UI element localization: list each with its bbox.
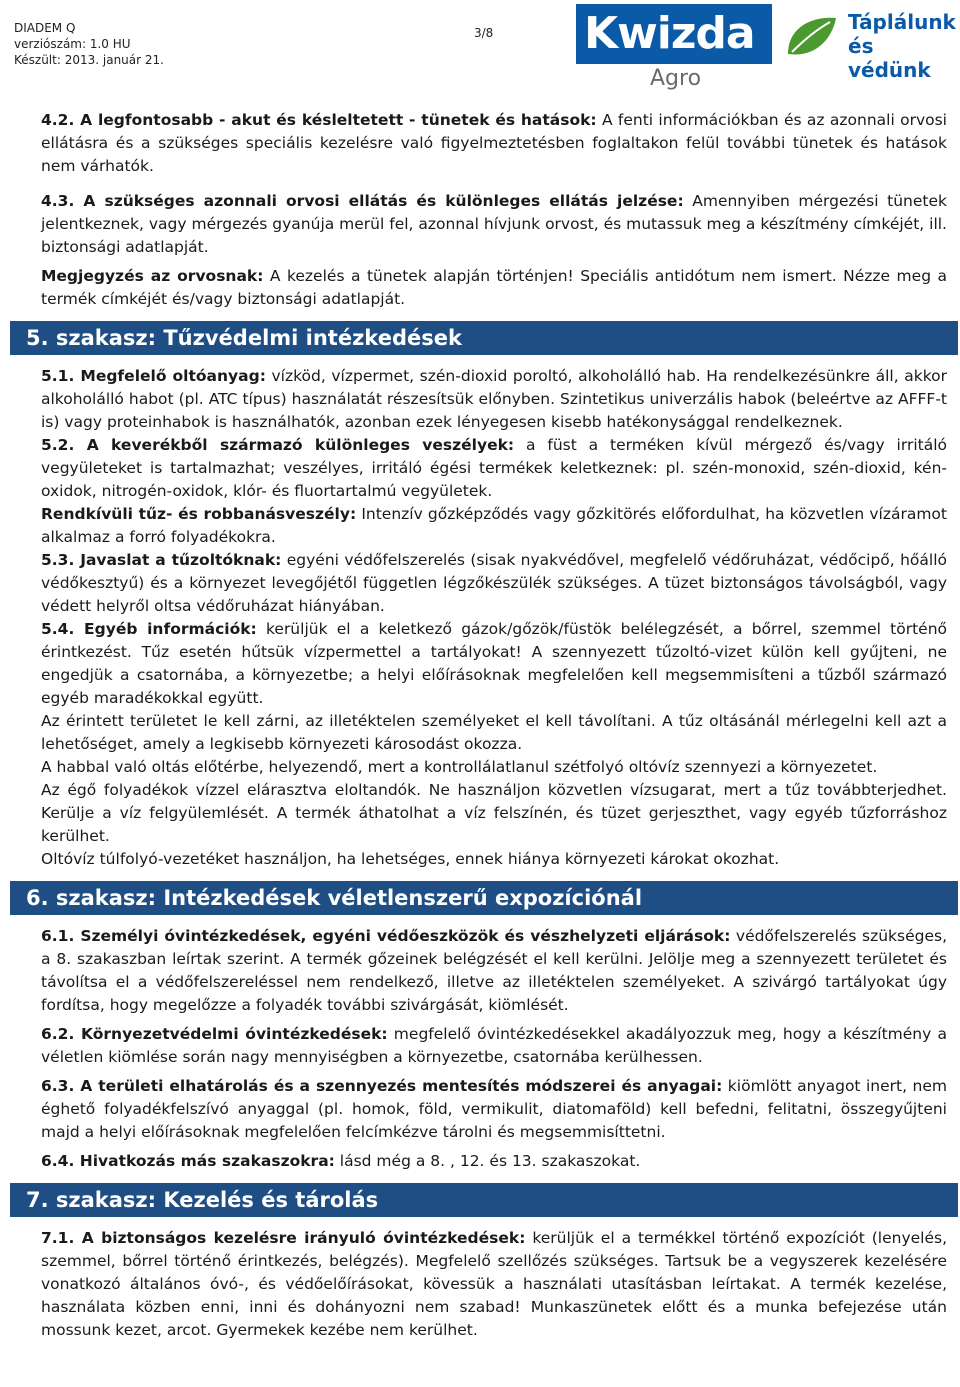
para-heading: Rendkívüli tűz- és robbanásveszély:	[41, 505, 357, 523]
para-text: A kezelés a tünetek alapján történjen! Speciális antidótum nem ismert. Nézze meg a termék címkéjét és/vagy biztonsági adatlapját.	[41, 267, 947, 308]
para-5-4-d: Az égő folyadékok vízzel elárasztva eloltandók. Ne használjon közvetlen vízsugarat, mert a tűz továbbterjedhet. Kerülje a víz felgyülemlését. A termék áthatolhat a víz felszínén, és tüzet gerjeszthet, vagy egyéb tűzforráshoz kerülhet.	[41, 781, 947, 845]
para-heading: 6.2. Környezetvédelmi óvintézkedések:	[41, 1025, 388, 1043]
para-5-2	[41, 434, 947, 503]
para-6-2	[41, 1023, 947, 1069]
para-5-3	[41, 549, 947, 618]
para-6-3	[41, 1075, 947, 1144]
para-text: Amennyiben mérgezési tünetek jelentkeznek, vagy mérgezés gyanúja merül fel, azonnal hívjunk orvost, és mutassuk meg a készítmény címkéjét, ill. biztonsági adatlapját.	[41, 192, 948, 256]
logo-sub-text: Agro	[650, 66, 702, 91]
para-5-4	[41, 618, 947, 710]
logo-brand-text: Kwizda	[584, 8, 755, 59]
para-note-to-doctor	[41, 265, 947, 311]
para-text: kiömlött anyagot inert, nem éghető folyadékfelszívó anyaggal (pl. homok, föld, vermikulit, diatomaföld) kell befedni, felitatni, összegyűjteni majd a helyi előírásoknak megfelelően felcímkézve tárolni és megsemmisíttetni.	[41, 1077, 947, 1141]
para-heading: 5.3. Javaslat a tűzoltóknak:	[41, 551, 282, 569]
para-text: Intenzív gőzképződés vagy gőzkitörés előfordulhat, ha közvetlen vízáramot alkalmaz a forró folyadékokra.	[41, 505, 947, 546]
leaf-icon	[784, 14, 840, 60]
para-text: vízköd, vízpermet, szén-dioxid poroltó, alkoholálló hab. Ha rendelkezésünkre áll, akkor alkoholálló habot (pl. ATC típus) használatát részesítsük előnyben. Szintetikus univerzális habok (beleértve az AFFF-t is) vagy proteinhabok is használhatók, azonban ezek lényegesen kisebb hatékonysággal rendelkeznek.	[41, 367, 947, 431]
slogan-line-2: és védünk	[848, 34, 931, 82]
para-4-2	[41, 109, 947, 178]
kwizda-logo	[576, 4, 956, 96]
para-text: védőfelszerelés szükséges, a 8. szakaszban leírtak szerint. A termék gőzeinek belégzését el kell kerülni. Jelölje meg a szennyezett területet és távolítsa el a védőfelszereléssel nem rendelkező, illetve az illetéktelen személyeket. A szivárgó tartályokat úgy fordítsa, hogy megelőzze a folyadék további szivárgását, kiömlését.	[41, 927, 947, 1014]
para-text: a füst a terméken kívül mérgező és/vagy irritáló vegyületeket is tartalmazhat; veszélyes, irritáló égési termékek keletkeznek: pl. szén-monoxid, szén-dioxid, kén-oxidok, nitrogén-oxidok, klór- és fluortartalmú vegyületek.	[41, 436, 947, 500]
para-heading: Megjegyzés az orvosnak:	[41, 267, 264, 285]
para-5-4-b: Az érintett területet le kell zárni, az illetéktelen személyeket el kell távolítani. A tűz oltásánál mérlegelni kell azt a lehetőséget, amely a legkisebb környezeti károsodást okozza.	[41, 712, 947, 753]
para-4-3	[41, 190, 947, 259]
para-heading: 6.4. Hivatkozás más szakaszokra:	[41, 1152, 335, 1170]
para-extreme-hazard	[41, 503, 947, 549]
para-5-1	[41, 365, 947, 434]
para-5-4-c: A habbal való oltás előtérbe, helyezendő, mert a kontrollálatlanul szétfolyó oltóvíz szennyezi a környezetet.	[41, 758, 878, 776]
para-heading: 6.1. Személyi óvintézkedések, egyéni védőeszközök és vészhelyzeti eljárások:	[41, 927, 731, 945]
document-body	[26, 109, 948, 1342]
section-7-banner: 7. szakasz: Kezelés és tárolás	[10, 1183, 958, 1217]
para-text: egyéni védőfelszerelés (sisak nyakvédővel, megfelelő védőruházat, védőcipő, hőálló védőkesztyű) és a környezet levegőjétől független légzőkészülék szükséges. A tüzet biztonságos távolságból, vagy védett helyről oltsa védőruházat hiányában.	[41, 551, 947, 615]
page-number: 3/8	[474, 26, 494, 40]
para-heading: 7.1. A biztonságos kezelésre irányuló óvintézkedések:	[41, 1229, 526, 1247]
para-heading: 5.2. A keverékből származó különleges veszélyek:	[41, 436, 515, 454]
para-heading: 4.3. A szükséges azonnali orvosi ellátás és különleges ellátás jelzése:	[41, 192, 684, 210]
logo-brand-box	[576, 4, 772, 64]
para-heading: 6.3. A területi elhatárolás és a szennyezés mentesítés módszerei és anyagai:	[41, 1077, 723, 1095]
created-date: Készült: 2013. január 21.	[14, 53, 164, 67]
para-5-4-e: Oltóvíz túlfolyó-vezetéket használjon, ha lehetséges, ennek hiánya környezeti károkat okozhat.	[41, 850, 780, 868]
para-heading: 5.1. Megfelelő oltóanyag:	[41, 367, 266, 385]
para-heading: 5.4. Egyéb információk:	[41, 620, 257, 638]
para-heading: 4.2. A legfontosabb - akut és késleltetett - tünetek és hatások:	[41, 111, 597, 129]
slogan-line-1: Táplálunk	[848, 10, 956, 34]
para-text: lásd még a 8. , 12. és 13. szakaszokat.	[334, 1152, 641, 1170]
para-7-1	[41, 1227, 947, 1342]
para-text: A fenti információkban és az azonnali orvosi ellátásra és a szükséges speciális kezelésre való figyelmeztetésben foglaltakon felül további tünetek és hatások nem várhatók.	[41, 111, 947, 175]
section-6-banner: 6. szakasz: Intézkedések véletlenszerű expozíciónál	[10, 881, 958, 915]
logo-slogan	[848, 10, 956, 82]
para-6-4	[41, 1150, 947, 1173]
version-label: verziószám: 1.0 HU	[14, 37, 131, 51]
para-text: megfelelő óvintézkedésekkel akadályozzuk meg, hogy a készítmény a véletlen kiömlése során nagy mennyiségben a környezetbe, csatornába kerülhessen.	[41, 1025, 947, 1066]
section-5-banner: 5. szakasz: Tűzvédelmi intézkedések	[10, 321, 958, 355]
para-text: kerüljük el a termékkel történő expozíciót (lenyelés, szemmel, bőrrel történő érintkezés, belégzés). Megfelelő szellőzés szükséges. Tartsuk be a vegyszerek kezelésére vonatkozó általános óvó-, és védőelőírásokat, kövessük a használati utasításban leírtakat. A termék kezelése, használata közben enni, inni és dohányozni nem szabad! Munkaszünetek előtt és a munka befejezése után mossunk kezet, arcot. Gyermekek kezébe nem kerülhet.	[41, 1229, 948, 1339]
product-name: DIADEM Q	[14, 21, 76, 35]
para-6-1	[41, 925, 947, 1017]
para-text: kerüljük el a keletkező gázok/gőzök/füstök belélegzését, a bőrrel, szemmel történő érintkezést. Tűz esetén hűtsük vízpermettel a tartályokat! A szennyezett tűzoltó-vizet külön kell gyűjteni, ne engedjük a csatornába, a környezetbe; a helyi előírásoknak megfelelően kell megsemmisíteni a tűzből származó egyéb maradékokkal együtt.	[41, 620, 948, 707]
document-header	[14, 20, 164, 68]
